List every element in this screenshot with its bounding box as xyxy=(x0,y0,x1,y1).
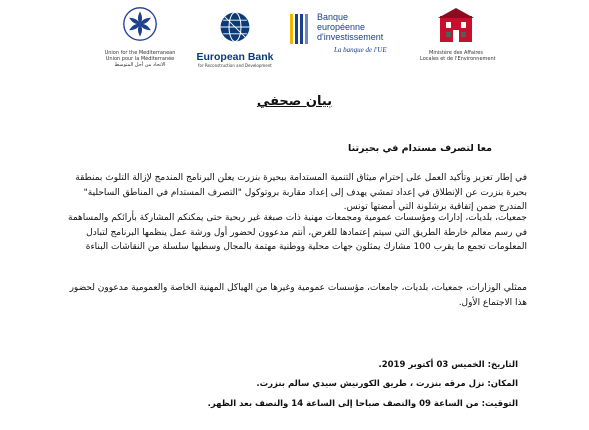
ministry-logo xyxy=(420,8,496,72)
ebrd-subtitle: for Reconstruction and Development xyxy=(198,63,272,68)
ministry-emblem-icon xyxy=(436,8,476,44)
ufm-logo xyxy=(100,6,180,68)
ebrd-logo xyxy=(190,10,280,68)
bei-line-1: Banque xyxy=(317,12,349,22)
ufm-line-1: Union for the Mediterranean xyxy=(104,50,176,56)
event-time: التوقيت: من الساعة 09 والنصف صباحا إلى الساعة 14 والنصف بعد الظهر. xyxy=(207,399,518,409)
ufm-emblem-icon xyxy=(122,6,158,42)
ufm-caption xyxy=(100,50,180,68)
bei-tagline: La banque de l'UE xyxy=(334,46,387,54)
ministry-caption xyxy=(420,50,496,62)
ufm-line-3: الاتحاد من أجل المتوسط xyxy=(114,62,166,68)
ebrd-name: European Bank xyxy=(196,51,274,63)
ufm-line-2: Union pour la Méditerranée xyxy=(105,56,175,62)
paragraph-invitation: جمعيات، بلديات، إدارات ومؤسسات عمومية ومجمعات مهنية ذات صبغة غير ربحية حتى يمكنكم المشاركة بأرائكم والمساهمة في رسم معالم خارطة الطريق التي سيتم إعتمادها للغرض، أنتم مدعوون لحضور أول ورشة عمل ينظمها البرنامج لتبادل المعلومات تجمع ما يقرب 100 مشارك يمثلون جهات محلية ووطنية مهتمة بالمجال وسطيها سلسلة من النقاشات البناءة xyxy=(68,213,527,252)
event-place: المكان: نزل مرقه بنزرت ، طريق الكورنيش سيدي سالم بنزرت. xyxy=(256,379,518,389)
document-subtitle: معا لتصرف مستدام في بحيرتنا xyxy=(348,143,492,154)
event-date: التاريخ: الخميس 03 أكتوبر 2019. xyxy=(378,360,518,370)
bei-line-3: d'investissement xyxy=(317,32,384,42)
document-title: بيان صحفي xyxy=(256,94,333,109)
ministry-line-2: Locales et de l'Environnement xyxy=(420,56,496,62)
bei-logo xyxy=(290,12,400,68)
bei-line-2: européenne xyxy=(317,22,366,32)
bei-bars-icon xyxy=(290,14,312,44)
paragraph-invitees: ممثلي الوزارات، جمعيات، بلديات، جامعات، مؤسسات عمومية وغيرها من الهياكل المهنية الخاصة والعمومية مدعوون لحضور هذا الاجتماع الأول. xyxy=(69,283,527,308)
ministry-line-1: Ministère des Affaires xyxy=(429,50,483,56)
bei-name xyxy=(317,12,383,42)
ebrd-globe-icon xyxy=(218,10,252,44)
paragraph-intro: في إطار تعزيز وتأكيد العمل على إحترام ميثاق التنمية المستدامة ببحيرة بنزرت يعلن البرنامج المندمج لإزالة التلوث بمنطقة بحيرة بنزرت عن الإنطلاق في إعداد تمشي يهدف إلى إعداد مقاربة بروتوكول "التصرف المستدام في المناطق الساحلية" المندرج ضمن إتفاقية برشلونة التي أمضتها تونس. xyxy=(75,173,527,212)
